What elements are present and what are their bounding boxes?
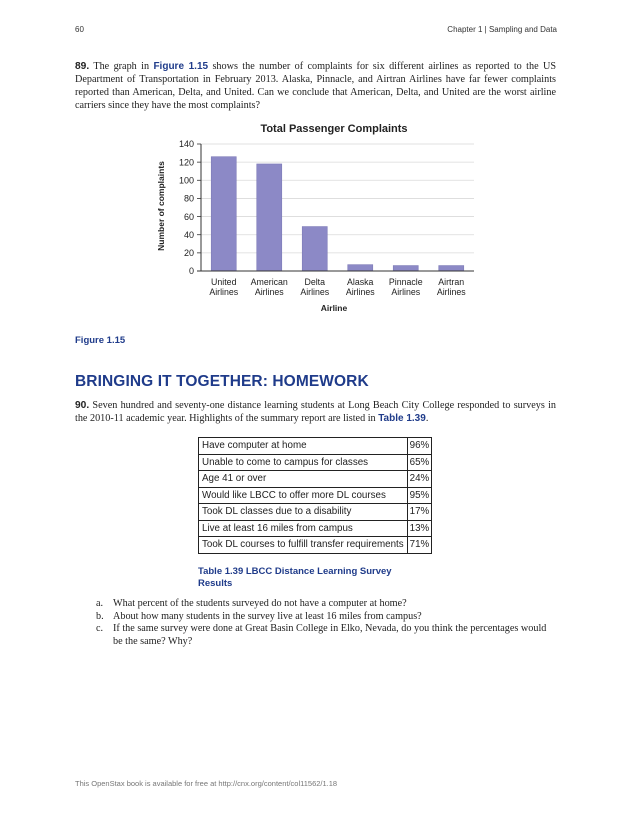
table-row bbox=[199, 487, 432, 504]
bar bbox=[257, 164, 282, 271]
survey-table bbox=[198, 437, 432, 554]
table-cell-label: Have computer at home bbox=[199, 438, 408, 455]
y-tick-label: 0 bbox=[188, 266, 194, 277]
bar bbox=[348, 265, 373, 271]
y-tick-label: 20 bbox=[183, 248, 194, 259]
problem-number: 90. bbox=[75, 400, 90, 411]
x-tick-label: Pinnacle bbox=[388, 277, 423, 287]
figure-caption: Figure 1.15 bbox=[75, 335, 126, 346]
item-text: About how many students in the survey live at least 16 miles from campus? bbox=[113, 610, 422, 622]
item-label: a. bbox=[96, 598, 104, 609]
table-cell-value: 71% bbox=[407, 537, 432, 554]
bar bbox=[393, 266, 418, 271]
x-tick-label: Airlines bbox=[436, 287, 466, 297]
x-tick-label: Airtran bbox=[438, 277, 465, 287]
item-text: If the same survey were done at Great Basin College in Elko, Nevada, do you think the percentages would be the same? Why? bbox=[113, 623, 547, 647]
x-tick-label: Airlines bbox=[345, 287, 375, 297]
x-tick-label: Alaska bbox=[347, 277, 374, 287]
table-row bbox=[199, 504, 432, 521]
page-number: 60 bbox=[75, 25, 84, 34]
table-row bbox=[199, 438, 432, 455]
table-cell-value: 17% bbox=[407, 504, 432, 521]
table-row bbox=[199, 537, 432, 554]
item-label: c. bbox=[96, 623, 104, 634]
table-cell-label: Live at least 16 miles from campus bbox=[199, 520, 408, 537]
table-cell-label: Took DL classes due to a disability bbox=[199, 504, 408, 521]
y-tick-label: 60 bbox=[183, 211, 194, 222]
y-tick-label: 140 bbox=[178, 139, 194, 150]
table-row bbox=[199, 520, 432, 537]
list-item bbox=[96, 611, 556, 624]
y-axis-label: Number of complaints bbox=[156, 161, 166, 251]
x-tick-label: Airlines bbox=[300, 287, 330, 297]
x-tick-label: Delta bbox=[304, 277, 326, 287]
x-tick-label: American bbox=[250, 277, 288, 287]
problem-89 bbox=[75, 60, 556, 112]
page-footer: This OpenStax book is available for free at http://cnx.org/content/col11562/1.18 bbox=[75, 779, 338, 788]
problem-text: Seven hundred and seventy-one distance learning students at Long Beach City College responded to surveys in the 2010-11 academic year. Highlights of the summary report are listed in bbox=[75, 400, 556, 424]
bar bbox=[211, 157, 236, 271]
y-tick-label: 100 bbox=[178, 175, 194, 186]
table-cell-label: Age 41 or over bbox=[199, 471, 408, 488]
x-tick-label: United bbox=[211, 277, 237, 287]
list-item bbox=[96, 623, 556, 648]
y-tick-label: 40 bbox=[183, 229, 194, 240]
table-cell-label: Took DL courses to fulfill transfer requirements bbox=[199, 537, 408, 554]
y-tick-label: 80 bbox=[183, 193, 194, 204]
table-cell-value: 13% bbox=[407, 520, 432, 537]
problem-number: 89. bbox=[75, 61, 90, 72]
running-head: Chapter 1 | Sampling and Data bbox=[447, 25, 557, 34]
section-title: BRINGING IT TOGETHER: HOMEWORK bbox=[75, 373, 369, 390]
x-tick-label: Airlines bbox=[254, 287, 284, 297]
table-cell-label: Unable to come to campus for classes bbox=[199, 454, 408, 471]
table-cell-value: 24% bbox=[407, 471, 432, 488]
item-label: b. bbox=[96, 610, 104, 622]
table-cell-value: 65% bbox=[407, 454, 432, 471]
item-text: What percent of the students surveyed do not have a computer at home? bbox=[113, 598, 407, 609]
problem-text: . bbox=[425, 413, 429, 424]
x-tick-label: Airlines bbox=[391, 287, 421, 297]
y-tick-label: 120 bbox=[178, 157, 194, 168]
table-link[interactable]: Table 1.39 bbox=[378, 413, 426, 424]
table-cell-value: 96% bbox=[407, 438, 432, 455]
bar bbox=[302, 227, 327, 271]
table-row bbox=[199, 471, 432, 488]
question-list bbox=[96, 598, 556, 648]
problem-text: shows the number of complaints for six different airlines as reported to the US Department of Transportation in February 2013. Alaska, Pinnacle, and Airtran Airlines have far fewer complaints reported than American, Delta, and United. Can we conclude that American, Delta, and United are the worst airline carriers since they have the most complaints? bbox=[75, 61, 556, 111]
chart-title: Total Passenger Complaints bbox=[260, 123, 408, 135]
figure-link[interactable]: Figure 1.15 bbox=[153, 61, 209, 72]
bar bbox=[439, 266, 464, 271]
x-tick-label: Airlines bbox=[209, 287, 239, 297]
problem-90 bbox=[75, 399, 556, 425]
table-row bbox=[199, 454, 432, 471]
x-axis-label: Airline bbox=[320, 303, 348, 313]
list-item bbox=[96, 598, 556, 611]
table-caption: Table 1.39 LBCC Distance Learning Survey Results bbox=[198, 566, 392, 589]
table-cell-label: Would like LBCC to offer more DL courses bbox=[199, 487, 408, 504]
problem-text: The graph in bbox=[89, 61, 154, 72]
table-cell-value: 95% bbox=[407, 487, 432, 504]
complaints-bar-chart bbox=[150, 118, 485, 316]
